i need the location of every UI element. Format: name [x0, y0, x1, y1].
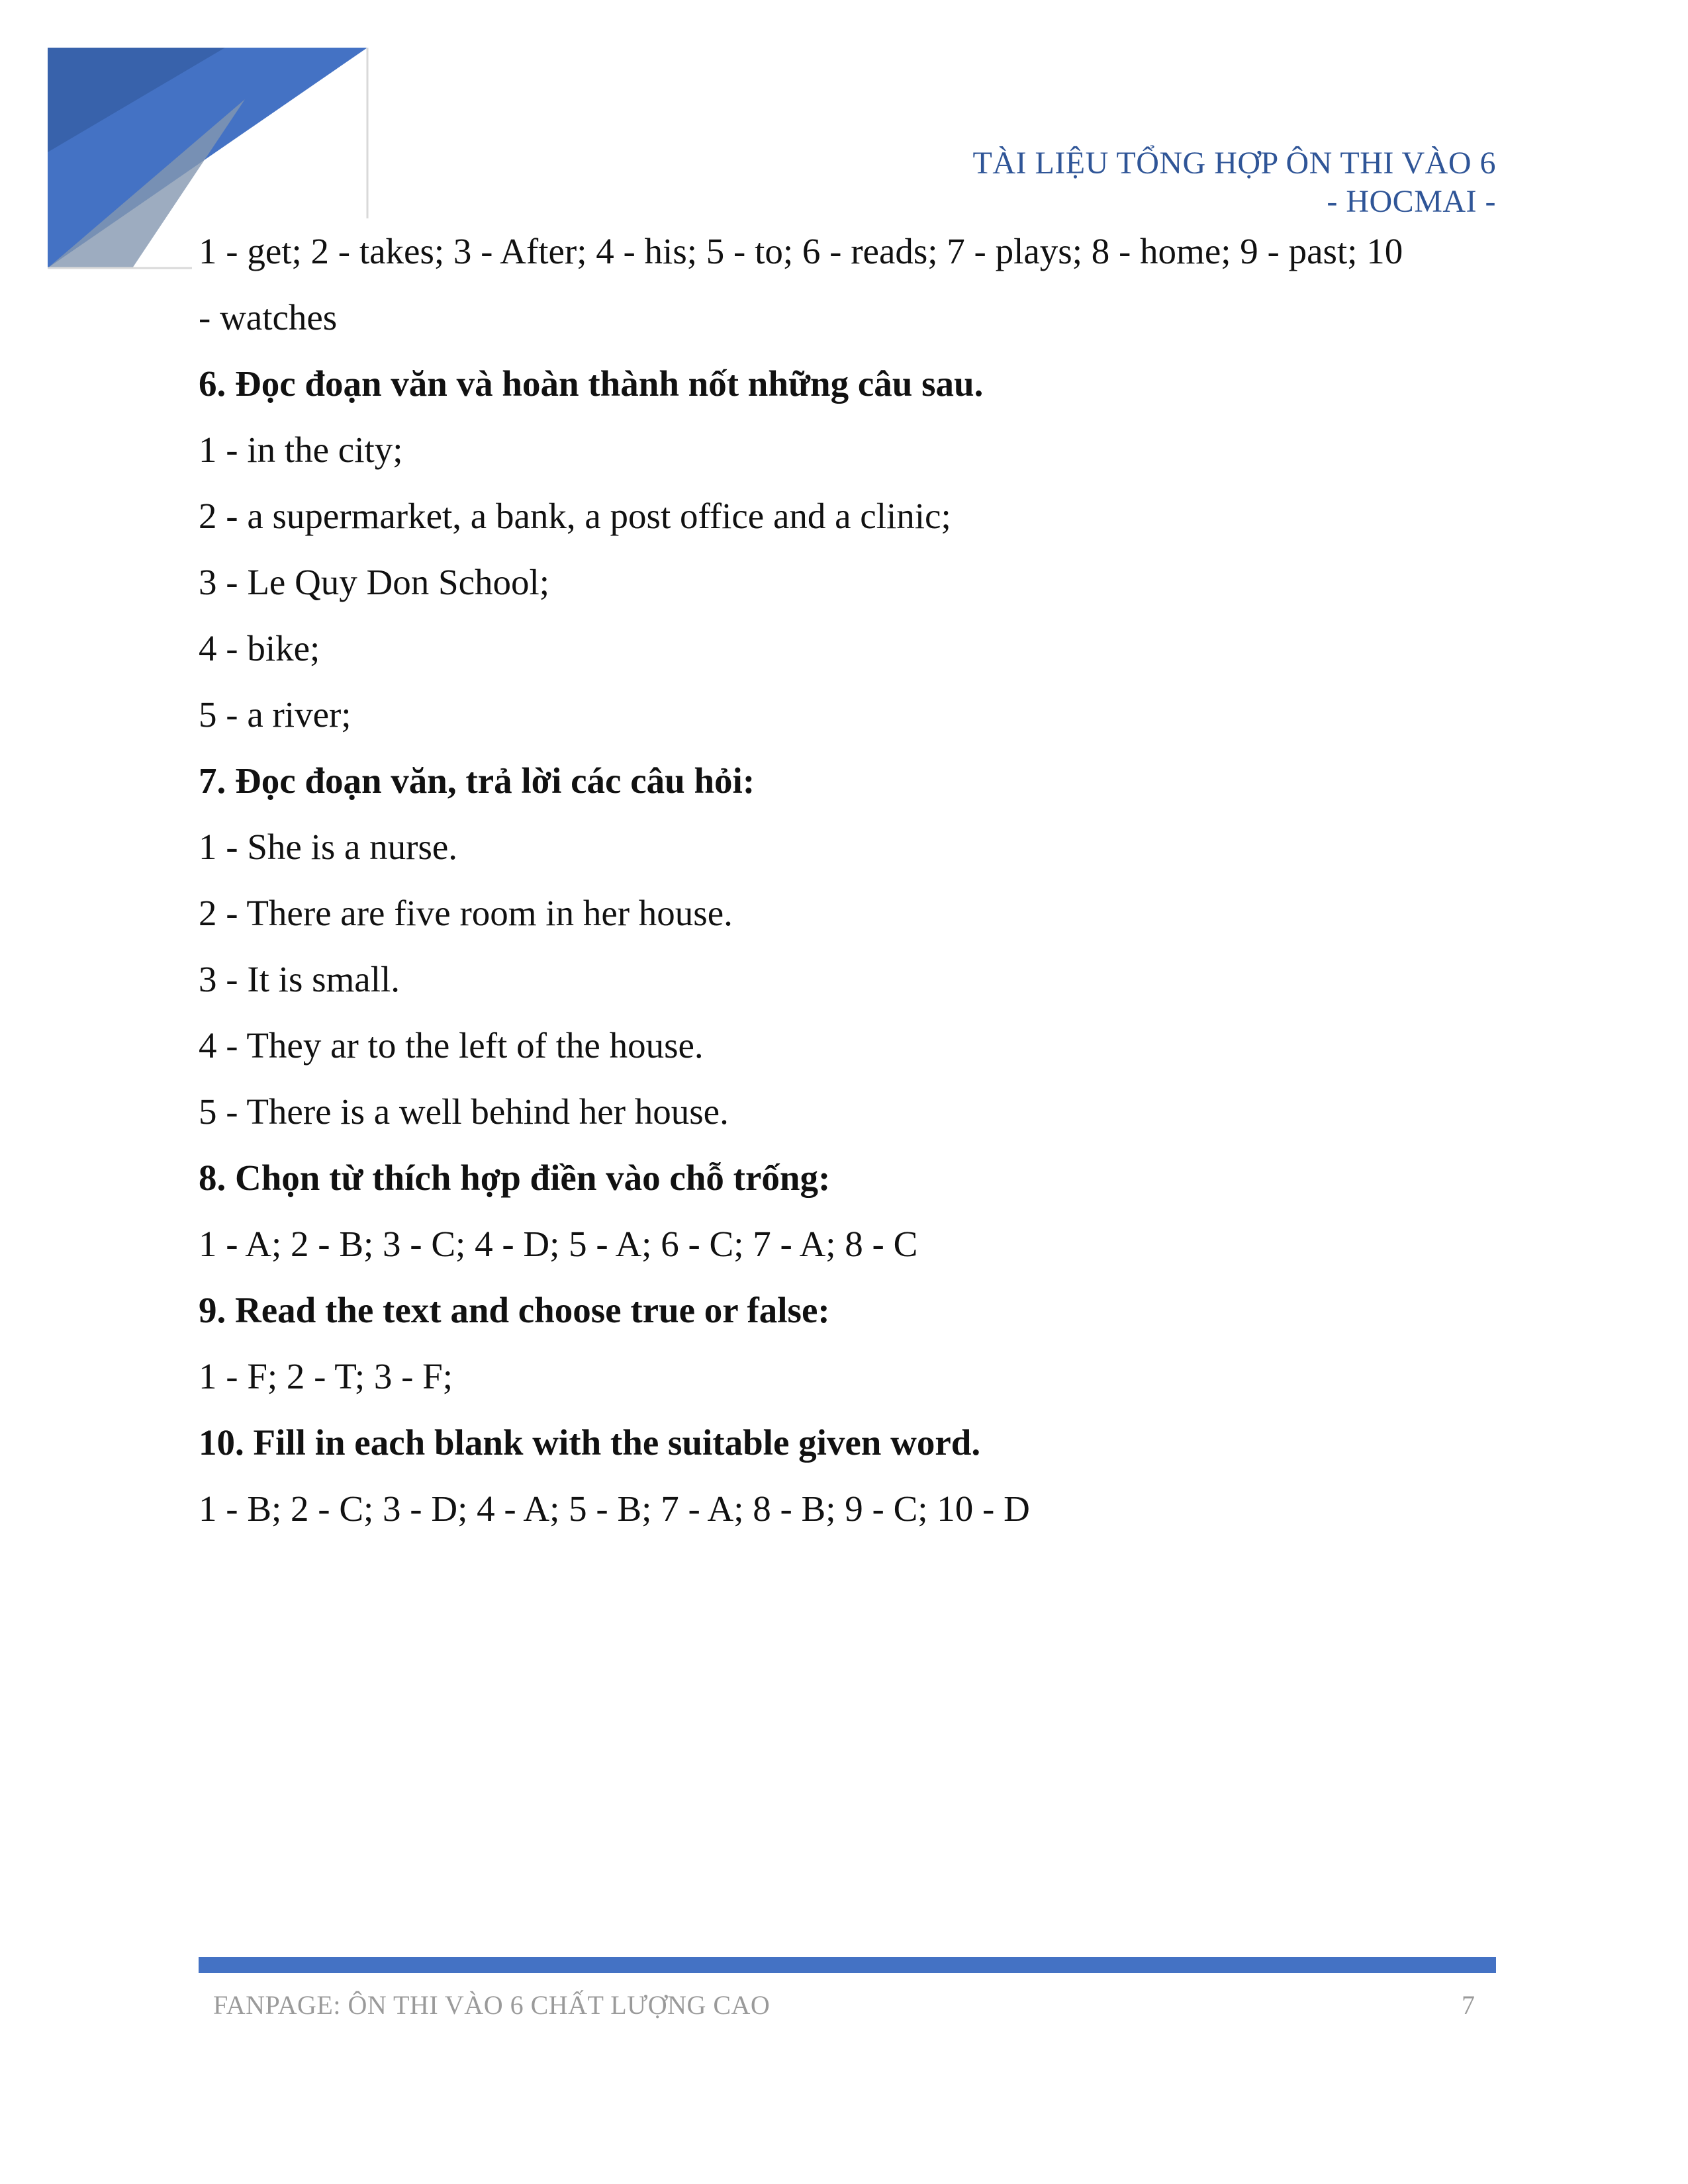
- answer-line: 5 - There is a well behind her house.: [199, 1091, 729, 1132]
- answer-line: - watches: [199, 297, 338, 338]
- page-header: [973, 144, 1497, 221]
- answer-line: 1 - F; 2 - T; 3 - F;: [199, 1356, 453, 1396]
- document-body: [199, 218, 1496, 1542]
- answer-line: 3 - Le Quy Don School;: [199, 562, 550, 602]
- answer-line: 4 - They ar to the left of the house.: [199, 1025, 704, 1066]
- answer-line: 1 - B; 2 - C; 3 - D; 4 - A; 5 - B; 7 - A; 8 - B; 9 - C; 10 - D: [199, 1488, 1030, 1529]
- answer-line: 1 - in the city;: [199, 430, 403, 470]
- page-number: 7: [1462, 1990, 1475, 2020]
- header-subtitle: - HOCMAI -: [1327, 184, 1496, 219]
- answer-line: 3 - It is small.: [199, 959, 400, 999]
- header-title: TÀI LIỆU TỔNG HỢP ÔN THI VÀO 6: [972, 146, 1496, 181]
- answer-line: 1 - She is a nurse.: [199, 827, 458, 867]
- answer-line: 2 - There are five room in her house.: [199, 893, 733, 933]
- answer-line: 1 - get; 2 - takes; 3 - After; 4 - his; 5 - to; 6 - reads; 7 - plays; 8 - home; 9 - past; 10: [199, 231, 1403, 271]
- section-heading: 8. Chọn từ thích hợp điền vào chỗ trống:: [199, 1158, 831, 1198]
- section-heading: 7. Đọc đoạn văn, trả lời các câu hỏi:: [199, 760, 755, 801]
- section-heading: 6. Đọc đoạn văn và hoàn thành nốt những câu sau.: [199, 363, 984, 404]
- answer-line: 2 - a supermarket, a bank, a post office and a clinic;: [199, 496, 951, 536]
- footer-fanpage: FANPAGE: ÔN THI VÀO 6 CHẤT LƯỢNG CAO: [213, 1990, 771, 2020]
- answer-line: 4 - bike;: [199, 628, 320, 668]
- section-heading: 9. Read the text and choose true or false:: [199, 1290, 830, 1330]
- section-heading: 10. Fill in each blank with the suitable given word.: [199, 1422, 981, 1463]
- answer-line: 5 - a river;: [199, 694, 352, 735]
- footer-divider: [199, 1957, 1496, 1973]
- answer-line: 1 - A; 2 - B; 3 - C; 4 - D; 5 - A; 6 - C; 7 - A; 8 - C: [199, 1224, 918, 1264]
